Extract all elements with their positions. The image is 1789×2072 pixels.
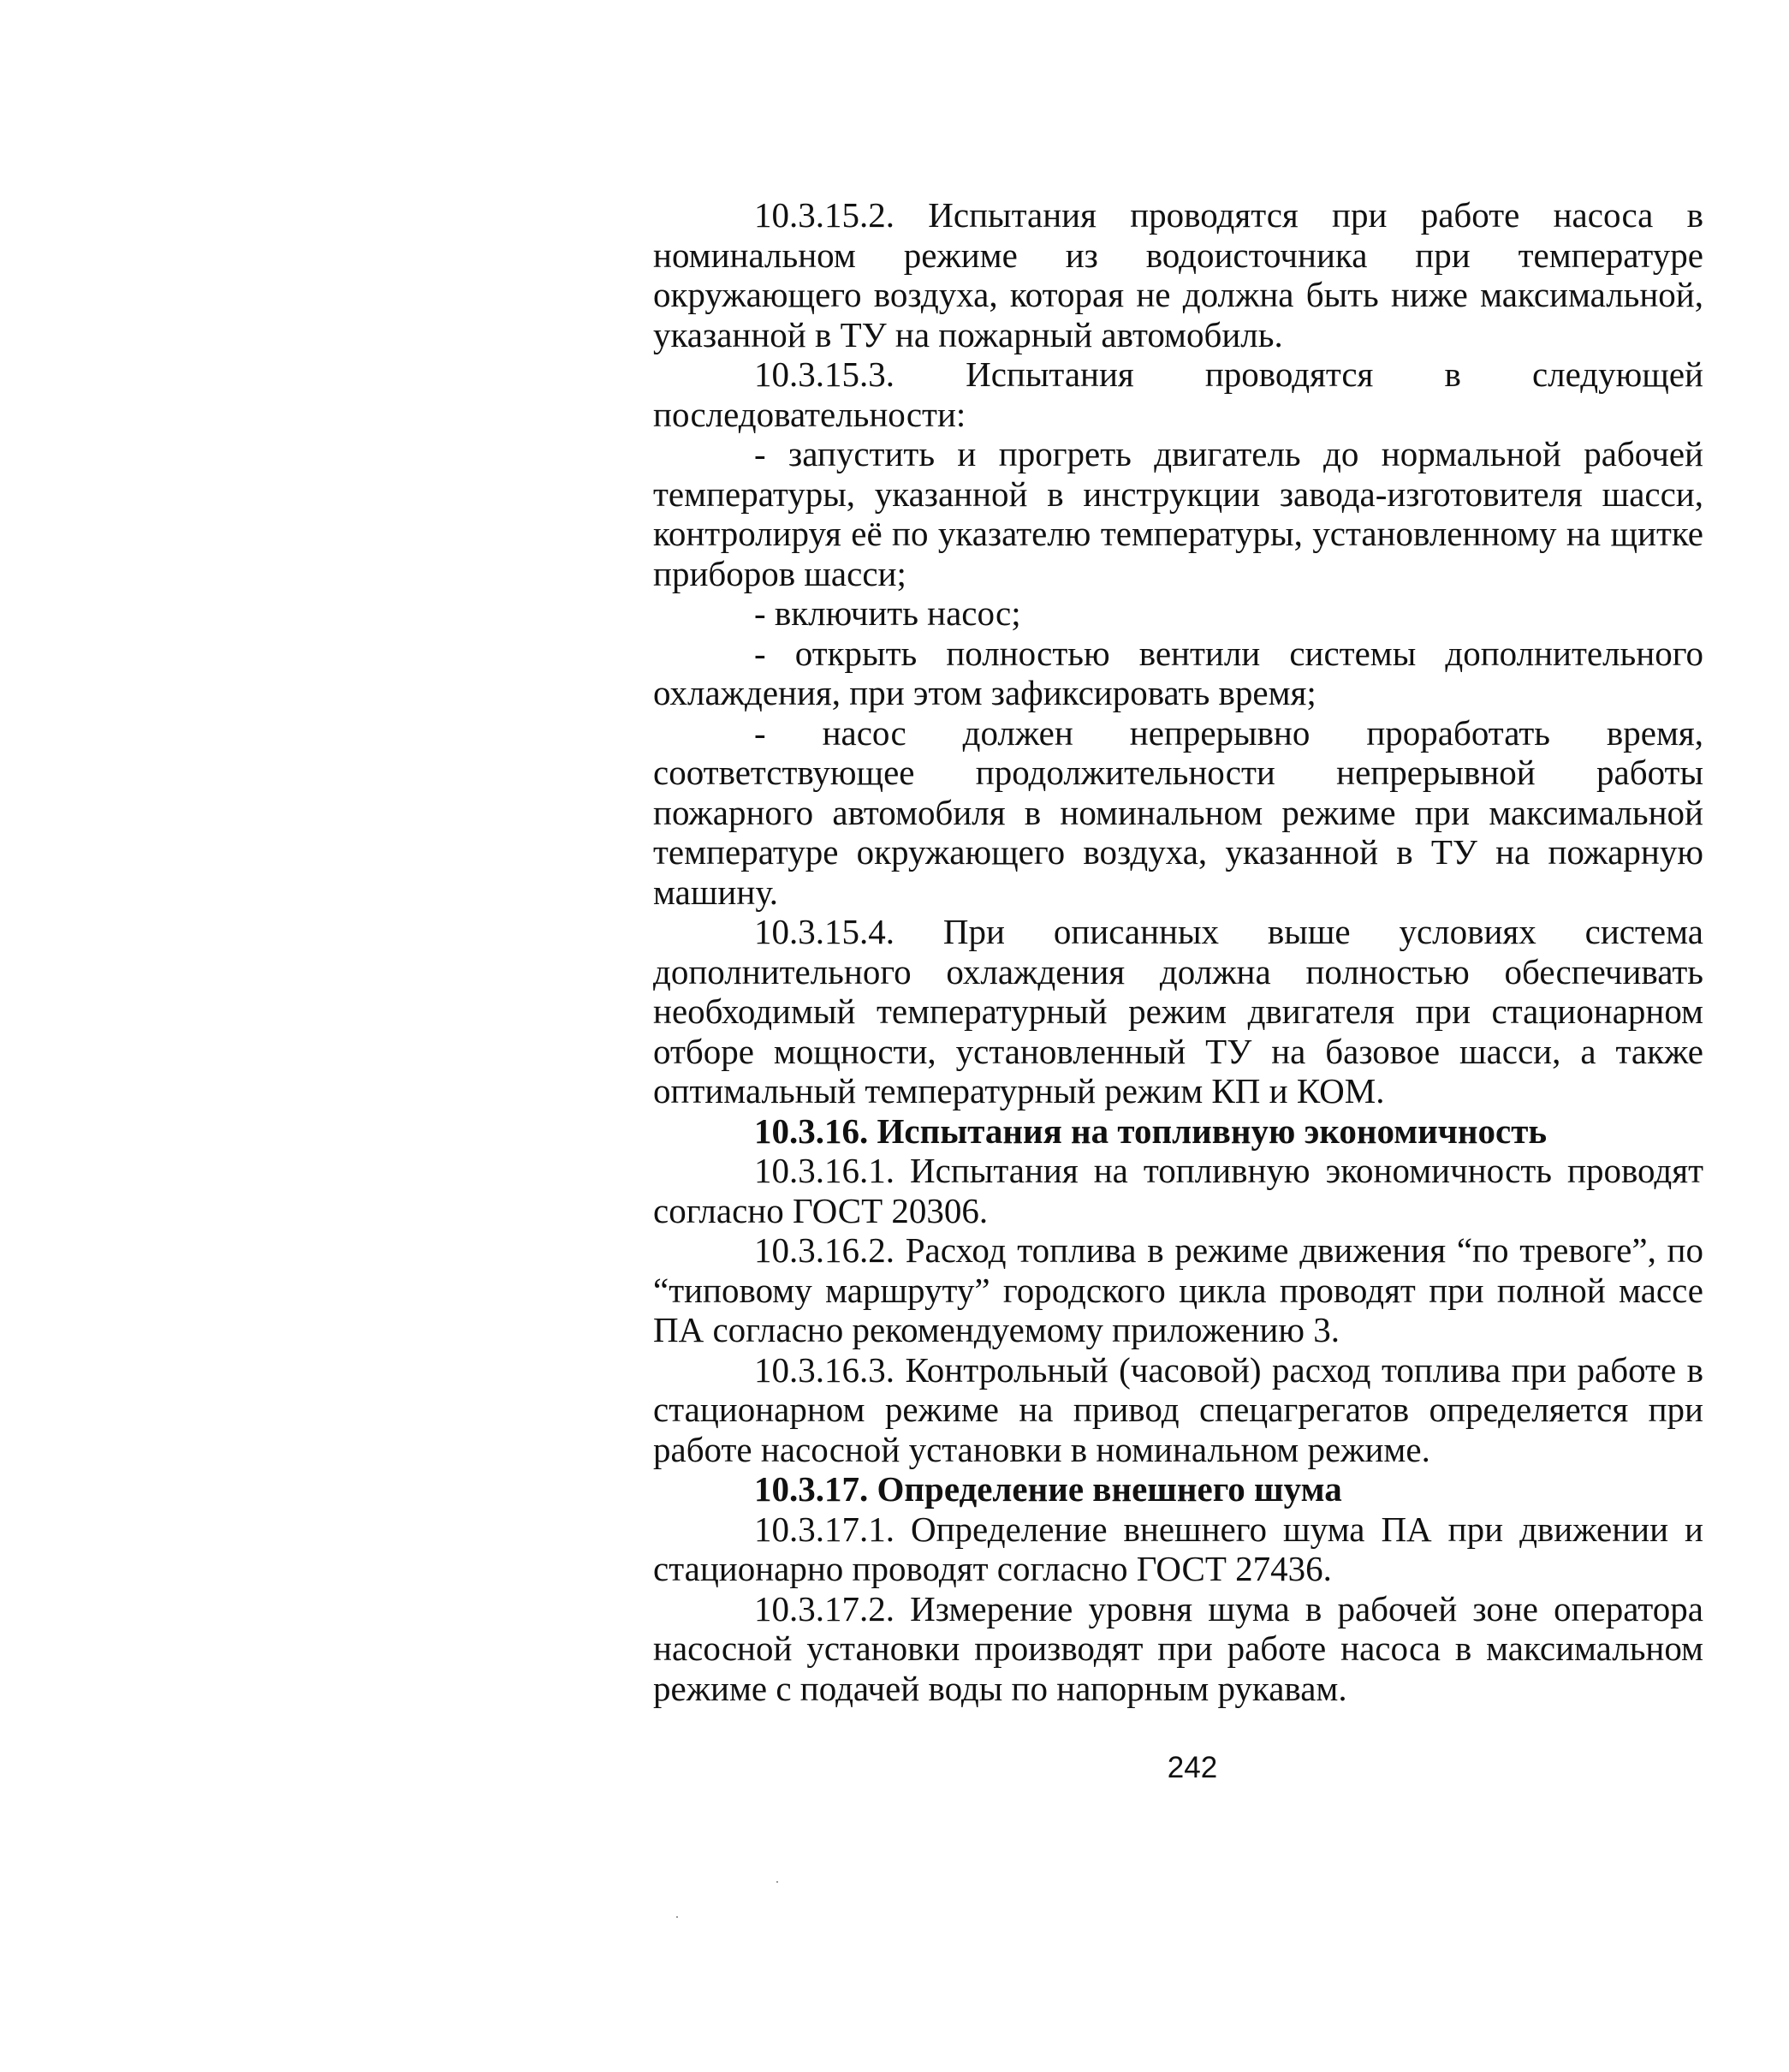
list-item-enable-pump: - включить насос; — [754, 593, 1021, 633]
paragraph-10-3-17-2: 10.3.17.2. Измерение уровня шума в рабочей зоне оператора насосной установки производят при работе насоса в максимальном режиме с подачей воды по напорным рукавам. — [653, 1588, 1703, 1708]
section-heading-10-3-16: 10.3.16. Испытания на топливную экономичность — [754, 1110, 1548, 1151]
paragraph-10-3-15-2: 10.3.15.2. Испытания проводятся при работе насоса в номинальном режиме из водоисточника при температуре окружающего воздуха, которая не должна быть ниже максимальной, указанной в ТУ на пожарный автомобиль. — [653, 195, 1703, 354]
scan-speck — [676, 1916, 678, 1918]
paragraph-10-3-16-3: 10.3.16.3. Контрольный (часовой) расход топлива при работе в стационарном режиме на привод спецагрегатов определяется при работе насосной установки в номинальном режиме. — [653, 1349, 1703, 1469]
page-number: 242 — [1167, 1751, 1218, 1784]
list-item-pump-run-time: - насос должен непрерывно проработать время, соответствующее продолжительности непрерывной работы пожарного автомобиля в номинальном режиме при максимальной температуре окружающего воздуха, указанной в ТУ на пожарную машину. — [653, 712, 1703, 912]
page-text-block — [653, 195, 1703, 1708]
list-item-start-engine: - запустить и прогреть двигатель до нормальной рабочей температуры, указанной в инструкции завода-изготовителя шасси, контролируя её по указателю температуры, установленному на щитке приборов шасси; — [653, 434, 1703, 593]
paragraph-10-3-17-1: 10.3.17.1. Определение внешнего шума ПА при движении и стационарно проводят согласно ГОСТ 27436. — [653, 1509, 1703, 1588]
scan-speck — [776, 1881, 778, 1883]
paragraph-10-3-16-1: 10.3.16.1. Испытания на топливную экономичность проводят согласно ГОСТ 20306. — [653, 1151, 1703, 1230]
paragraph-10-3-16-2: 10.3.16.2. Расход топлива в режиме движения “по тревоге”, по “типовому маршруту” городского цикла проводят при полной массе ПА согласно рекомендуемому приложению 3. — [653, 1230, 1703, 1349]
paragraph-10-3-15-3: 10.3.15.3. Испытания проводятся в следующей последовательности: — [653, 354, 1703, 434]
section-heading-10-3-17: 10.3.17. Определение внешнего шума — [754, 1469, 1342, 1509]
paragraph-10-3-15-4: 10.3.15.4. При описанных выше условиях система дополнительного охлаждения должна полностью обеспечивать необходимый температурный режим двигателя при стационарном отборе мощности, установленный ТУ на базовое шасси, а также оптимальный температурный режим КП и КОМ. — [653, 912, 1703, 1110]
list-item-open-valves: - открыть полностью вентили системы дополнительного охлаждения, при этом зафиксировать время; — [653, 633, 1703, 712]
